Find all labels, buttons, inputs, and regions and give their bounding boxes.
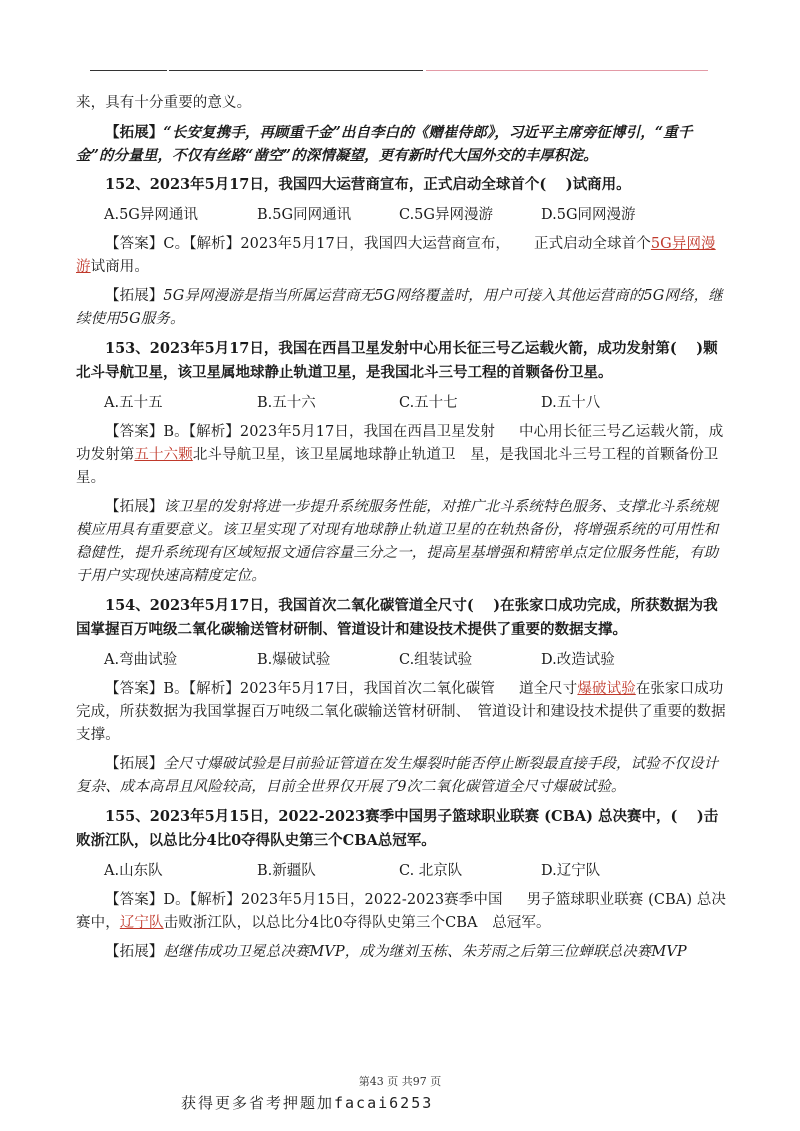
question-152: 152、2023年5月17日，我国四大运营商宣布，正式启动全球首个( )试商用。: [105, 176, 631, 193]
answer-post: 北斗导航卫星，该卫星属地球静止轨道卫 星，是我国北斗三号工程的首颗备份卫星。: [76, 447, 719, 486]
header-rule-right: [426, 70, 708, 71]
options-154: [76, 648, 728, 672]
option-b: B.爆破试验: [257, 652, 331, 668]
answer-pre: 【答案】D。【解析】2023年5月15日，2022-2023赛季中国: [105, 892, 503, 908]
header-rule-middle: [169, 70, 423, 71]
option-c: C.五十七: [399, 395, 458, 411]
answer-pre: 【答案】B。【解析】2023年5月17日，我国首次二氧化碳管: [105, 681, 495, 697]
extension-154: [76, 753, 728, 799]
extension-text: 5G异网漫游是指当所属运营商无5G网络覆盖时，用户可接入其他运营商的5G网络，继续使用5G服务。: [76, 288, 723, 327]
option-d: D.5G同网漫游: [541, 207, 636, 223]
answer-highlight: 五十六颗: [134, 447, 193, 463]
options-153: [76, 391, 728, 415]
answer-152: [76, 233, 728, 279]
extension-tag: 【拓展】: [105, 124, 164, 141]
option-b: B.五十六: [257, 395, 316, 411]
extension-153: [76, 496, 728, 588]
page-number: 第43 页 共97 页: [358, 1075, 442, 1088]
extension-text: 全尺寸爆破试验是目前验证管道在发生爆裂时能否停止断裂最直接手段，试验不仅设计复杂、成本高昂且风险较高，目前全世界仅开展了9次二氧化碳管道全尺寸爆破试验。: [76, 756, 719, 795]
answer-mid: 男子篮球职业联赛 (CBA) 总决赛中，: [76, 892, 727, 931]
answer-mid: 道全尺寸: [518, 681, 578, 697]
answer-pre: 【答案】B。【解析】2023年5月17日，我国在西昌卫星发射: [105, 424, 495, 440]
extension-text: 赵继伟成功卫冕总决赛MVP，成为继刘玉栋、朱芳雨之后第三位蝉联总决赛MVP: [163, 944, 687, 960]
extension-tag: 【拓展】: [105, 288, 164, 304]
extension-tag: 【拓展】: [105, 499, 164, 515]
extension-tag: 【拓展】: [105, 944, 164, 960]
answer-mid: 中心用长征三号乙运载火箭，成功发射第: [76, 424, 724, 463]
option-d: D.改造试验: [541, 652, 615, 668]
answer-highlight: 辽宁队: [119, 915, 164, 931]
option-a: A.山东队: [104, 863, 163, 879]
option-d: D.辽宁队: [541, 863, 601, 879]
extension-151: [76, 121, 728, 167]
option-c: C.5G异网漫游: [399, 207, 493, 223]
option-a: A.弯曲试验: [104, 652, 178, 668]
options-152: [76, 203, 728, 227]
answer-post: 试商用。: [90, 259, 150, 275]
option-c: C. 北京队: [399, 863, 463, 879]
answer-mid: 正式启动全球首个: [534, 236, 651, 252]
question-153: 153、2023年5月17日，我国在西昌卫星发射中心用长征三号乙运载火箭，成功发射第( )颗北斗导航卫星，该卫星属地球静止轨道卫星，是我国北斗三号工程的首颗备份卫星。: [76, 340, 718, 381]
extension-tag: 【拓展】: [105, 756, 164, 772]
answer-pre: 【答案】C。【解析】2023年5月17日，我国四大运营商宣布，: [105, 236, 511, 252]
page-content: [76, 92, 728, 970]
extension-152: [76, 285, 728, 331]
extension-155: [76, 941, 728, 964]
extension-text: 该卫星的发射将进一步提升系统服务性能，对推广北斗系统特色服务、支撑北斗系统规模应用具有重要意义。该卫星实现了对现有地球静止轨道卫星的在轨热备份，将增强系统的可用性和稳健性，提升系统现有区域短报文通信容量三分之一，提高星基增强和精密单点定位服务性能，有助于用户实现快速高精度定位。: [76, 499, 719, 584]
answer-highlight: 5G异网漫游: [76, 236, 716, 275]
extension-text: “长安复携手，再顾重千金”出自李白的《赠崔侍郎》，习近平主席旁征博引，“重千金”的分量里，不仅有丝路“凿空”的深情凝望，更有新时代大国外交的丰厚积淀。: [76, 124, 693, 164]
option-d: D.五十八: [541, 395, 601, 411]
header-rule-left: [90, 70, 167, 71]
answer-153: [76, 421, 728, 490]
question-155: 155、2023年5月15日，2022-2023赛季中国男子篮球职业联赛 (CBA) 总决赛中，( )击败浙江队，以总比分4比0夺得队史第三个CBA总冠军。: [76, 808, 719, 849]
option-b: B.新疆队: [257, 863, 316, 879]
answer-154: [76, 678, 728, 747]
option-b: B.5G同网通讯: [257, 207, 352, 223]
answer-post: 击败浙江队，以总比分4比0夺得队史第三个CBA 总冠军。: [163, 915, 551, 931]
intro-text: 来，具有十分重要的意义。: [76, 95, 252, 111]
question-154: 154、2023年5月17日，我国首次二氧化碳管道全尺寸( )在张家口成功完成，所获数据为我国掌握百万吨级二氧化碳输送管材研制、管道设计和建设技术提供了重要的数据支撑。: [76, 597, 718, 638]
option-a: A.五十五: [104, 395, 163, 411]
option-a: A.5G异网通讯: [104, 207, 198, 223]
option-c: C.组装试验: [399, 652, 473, 668]
answer-155: [76, 889, 728, 935]
answer-highlight: 爆破试验: [577, 681, 636, 697]
answer-post: 在张家口成功完成，所获数据为我国掌握百万吨级二氧化碳输送管材研制、 管道设计和建设技术提供了重要的数据支撑。: [76, 681, 726, 743]
options-155: [76, 859, 728, 883]
promo-text: 获得更多省考押题加facai6253: [181, 1094, 434, 1112]
